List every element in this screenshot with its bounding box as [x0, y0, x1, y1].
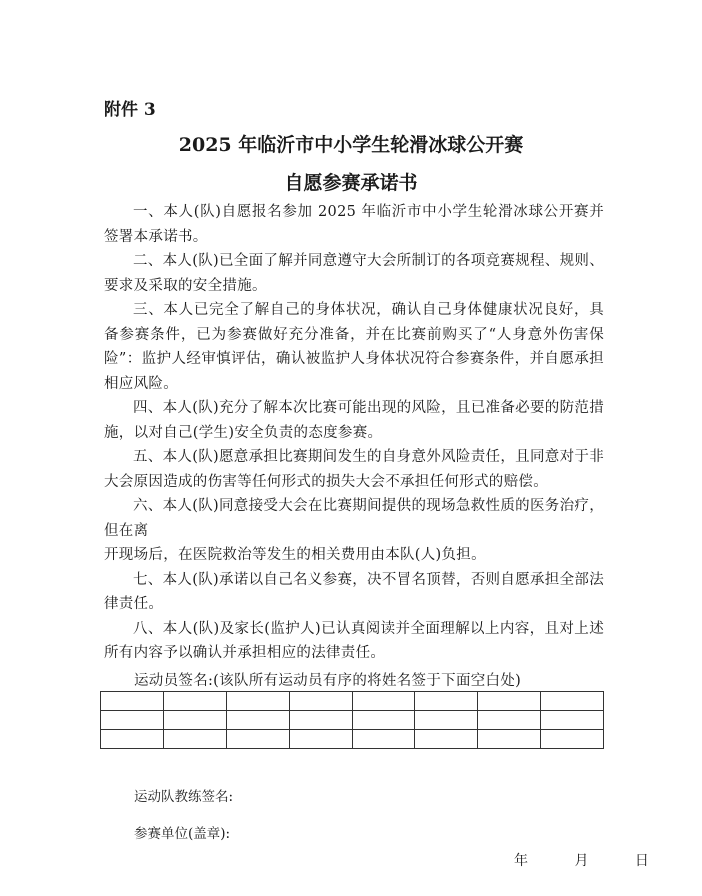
- paragraph-8: 八、本人(队)及家长(监护人)已认真阅读并全面理解以上内容，且对上述所有内容予以确认并承担相应的法律责任。: [104, 620, 604, 661]
- unit-seal-label: 参赛单位(盖章):: [134, 826, 231, 842]
- signature-row: [101, 692, 604, 711]
- paragraph-7: 七、本人(队)承诺以自己名义参赛，决不冒名顶替，否则自愿承担全部法律责任。: [104, 571, 604, 612]
- signature-cell[interactable]: [478, 711, 541, 730]
- signature-cell[interactable]: [289, 692, 352, 711]
- paragraph-6-continued: 开现场后，在医院救治等发生的相关费用由本队(人)负担。: [104, 547, 486, 563]
- date-label: 年 月 日: [514, 853, 663, 869]
- athlete-signature-label: 运动员签名:(该队所有运动员有序的将姓名签于下面空白处): [134, 673, 522, 689]
- signature-cell[interactable]: [541, 692, 604, 711]
- paragraph-2: 二、本人(队)已全面了解并同意遵守大会所制订的各项竞赛规程、规则、要求及采取的安全措施。: [104, 253, 604, 294]
- paragraph-6: 六、本人(队)同意接受大会在比赛期间提供的现场急救性质的医务治疗，但在离: [104, 498, 604, 539]
- signature-cell[interactable]: [352, 711, 415, 730]
- attachment-label: 附件 3: [104, 100, 156, 120]
- coach-signature-label: 运动队教练签名:: [134, 789, 234, 805]
- signature-cell[interactable]: [163, 692, 226, 711]
- athlete-signature-table: [100, 691, 604, 749]
- signature-cell[interactable]: [289, 730, 352, 749]
- signature-cell[interactable]: [478, 730, 541, 749]
- signature-cell[interactable]: [352, 692, 415, 711]
- signature-cell[interactable]: [289, 711, 352, 730]
- signature-cell[interactable]: [352, 730, 415, 749]
- signature-cell[interactable]: [415, 730, 478, 749]
- signature-cell[interactable]: [163, 730, 226, 749]
- signature-cell[interactable]: [478, 692, 541, 711]
- signature-cell[interactable]: [101, 711, 164, 730]
- signature-cell[interactable]: [415, 711, 478, 730]
- signature-cell[interactable]: [541, 711, 604, 730]
- document-title: 2025 年临沂市中小学生轮滑冰球公开赛: [178, 134, 524, 156]
- commitment-body: [104, 200, 604, 666]
- signature-cell[interactable]: [541, 730, 604, 749]
- paragraph-1: 一、本人(队)自愿报名参加 2025 年临沂市中小学生轮滑冰球公开赛并签署本承诺书。: [104, 204, 604, 245]
- signature-cell[interactable]: [101, 692, 164, 711]
- paragraph-5: 五、本人(队)愿意承担比赛期间发生的自身意外风险责任，且同意对于非大会原因造成的伤害等任何形式的损失大会不承担任何形式的赔偿。: [104, 449, 604, 490]
- signature-cell[interactable]: [226, 730, 289, 749]
- signature-cell[interactable]: [101, 730, 164, 749]
- signature-cell[interactable]: [226, 692, 289, 711]
- paragraph-3: 三、本人已完全了解自己的身体状况，确认自己身体健康状况良好，具备参赛条件，已为参赛做好充分准备，并在比赛前购买了“人身意外伤害保险”：监护人经审慎评估，确认被监护人身体状况符合参赛条件，并自愿承担相应风险。: [104, 302, 604, 392]
- paragraph-4: 四、本人(队)充分了解本次比赛可能出现的风险，且已准备必要的防范措施，以对自己(学生)安全负责的态度参赛。: [104, 400, 604, 441]
- signature-cell[interactable]: [226, 711, 289, 730]
- signature-row: [101, 711, 604, 730]
- signature-row: [101, 730, 604, 749]
- document-subtitle: 自愿参赛承诺书: [284, 172, 418, 194]
- signature-cell[interactable]: [163, 711, 226, 730]
- signature-cell[interactable]: [415, 692, 478, 711]
